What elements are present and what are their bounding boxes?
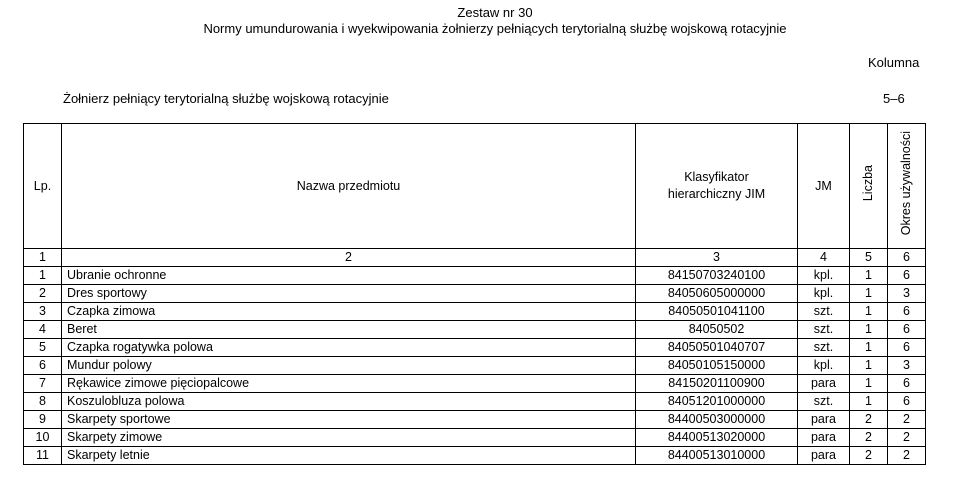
row-unit: para <box>798 411 850 429</box>
column-number: 3 <box>636 249 798 267</box>
row-unit: szt. <box>798 303 850 321</box>
row-count: 1 <box>850 303 888 321</box>
table-row <box>24 447 926 465</box>
row-period: 2 <box>888 447 926 465</box>
row-lp: 1 <box>24 267 62 285</box>
row-lp: 5 <box>24 339 62 357</box>
row-classifier-code: 84050605000000 <box>636 285 798 303</box>
row-period: 2 <box>888 411 926 429</box>
row-period: 3 <box>888 285 926 303</box>
row-lp: 4 <box>24 321 62 339</box>
row-lp: 3 <box>24 303 62 321</box>
row-classifier-code: 84050105150000 <box>636 357 798 375</box>
row-item-name: Skarpety sportowe <box>62 411 636 429</box>
table-row <box>24 411 926 429</box>
set-title: Normy umundurowania i wyekwipowania żołnierzy pełniących terytorialną służbę wojskową rotacyjnie <box>203 21 787 36</box>
column-number: 5 <box>850 249 888 267</box>
row-unit: kpl. <box>798 267 850 285</box>
row-item-name: Skarpety zimowe <box>62 429 636 447</box>
row-count: 2 <box>850 429 888 447</box>
row-item-name: Beret <box>62 321 636 339</box>
row-classifier-code: 84400513020000 <box>636 429 798 447</box>
table-row <box>24 339 926 357</box>
row-period: 6 <box>888 375 926 393</box>
row-unit: szt. <box>798 321 850 339</box>
row-item-name: Czapka zimowa <box>62 303 636 321</box>
row-period: 6 <box>888 267 926 285</box>
row-unit: para <box>798 375 850 393</box>
row-lp: 7 <box>24 375 62 393</box>
table-row <box>24 267 926 285</box>
row-item-name: Koszulobluza polowa <box>62 393 636 411</box>
row-unit: para <box>798 429 850 447</box>
header-classifier: Klasyfikator hierarchiczny JIM <box>636 124 798 249</box>
row-count: 2 <box>850 411 888 429</box>
row-unit: kpl. <box>798 357 850 375</box>
column-number: 6 <box>888 249 926 267</box>
table-row <box>24 321 926 339</box>
row-count: 1 <box>850 285 888 303</box>
table-row <box>24 393 926 411</box>
column-label: Kolumna <box>868 55 920 70</box>
row-count: 1 <box>850 339 888 357</box>
row-count: 1 <box>850 321 888 339</box>
row-period: 3 <box>888 357 926 375</box>
row-classifier-code: 84050501041100 <box>636 303 798 321</box>
table-header-row <box>24 124 926 249</box>
row-lp: 10 <box>24 429 62 447</box>
row-lp: 9 <box>24 411 62 429</box>
column-number: 2 <box>62 249 636 267</box>
uniform-norms-table <box>23 123 926 465</box>
row-count: 1 <box>850 357 888 375</box>
row-period: 6 <box>888 303 926 321</box>
row-unit: para <box>798 447 850 465</box>
row-lp: 6 <box>24 357 62 375</box>
table-row <box>24 375 926 393</box>
row-unit: kpl. <box>798 285 850 303</box>
column-number: 4 <box>798 249 850 267</box>
row-classifier-code: 84050501040707 <box>636 339 798 357</box>
row-count: 1 <box>850 267 888 285</box>
row-lp: 8 <box>24 393 62 411</box>
row-unit: szt. <box>798 393 850 411</box>
row-classifier-code: 84150201100900 <box>636 375 798 393</box>
header-period: Okres używalności <box>888 124 926 249</box>
row-period: 6 <box>888 393 926 411</box>
table-row <box>24 285 926 303</box>
set-number: Zestaw nr 30 <box>457 5 533 20</box>
row-item-name: Rękawice zimowe pięciopalcowe <box>62 375 636 393</box>
header-lp: Lp. <box>24 124 62 249</box>
header-name: Nazwa przedmiotu <box>62 124 636 249</box>
row-period: 6 <box>888 321 926 339</box>
row-item-name: Ubranie ochronne <box>62 267 636 285</box>
column-number-row <box>24 249 926 267</box>
column-number: 1 <box>24 249 62 267</box>
row-item-name: Skarpety letnie <box>62 447 636 465</box>
header-unit: JM <box>798 124 850 249</box>
row-item-name: Czapka rogatywka polowa <box>62 339 636 357</box>
row-count: 2 <box>850 447 888 465</box>
header-count: Liczba <box>850 124 888 249</box>
row-period: 2 <box>888 429 926 447</box>
subject-label: Żołnierz pełniący terytorialną służbę wojskową rotacyjnie <box>63 91 389 106</box>
row-lp: 2 <box>24 285 62 303</box>
row-lp: 11 <box>24 447 62 465</box>
row-classifier-code: 84051201000000 <box>636 393 798 411</box>
row-classifier-code: 84400503000000 <box>636 411 798 429</box>
column-range: 5–6 <box>883 91 905 106</box>
row-count: 1 <box>850 375 888 393</box>
row-classifier-code: 84400513010000 <box>636 447 798 465</box>
row-count: 1 <box>850 393 888 411</box>
table-row <box>24 429 926 447</box>
row-period: 6 <box>888 339 926 357</box>
table-row <box>24 357 926 375</box>
row-classifier-code: 84050502 <box>636 321 798 339</box>
table-row <box>24 303 926 321</box>
row-classifier-code: 84150703240100 <box>636 267 798 285</box>
row-item-name: Dres sportowy <box>62 285 636 303</box>
row-item-name: Mundur polowy <box>62 357 636 375</box>
row-unit: szt. <box>798 339 850 357</box>
